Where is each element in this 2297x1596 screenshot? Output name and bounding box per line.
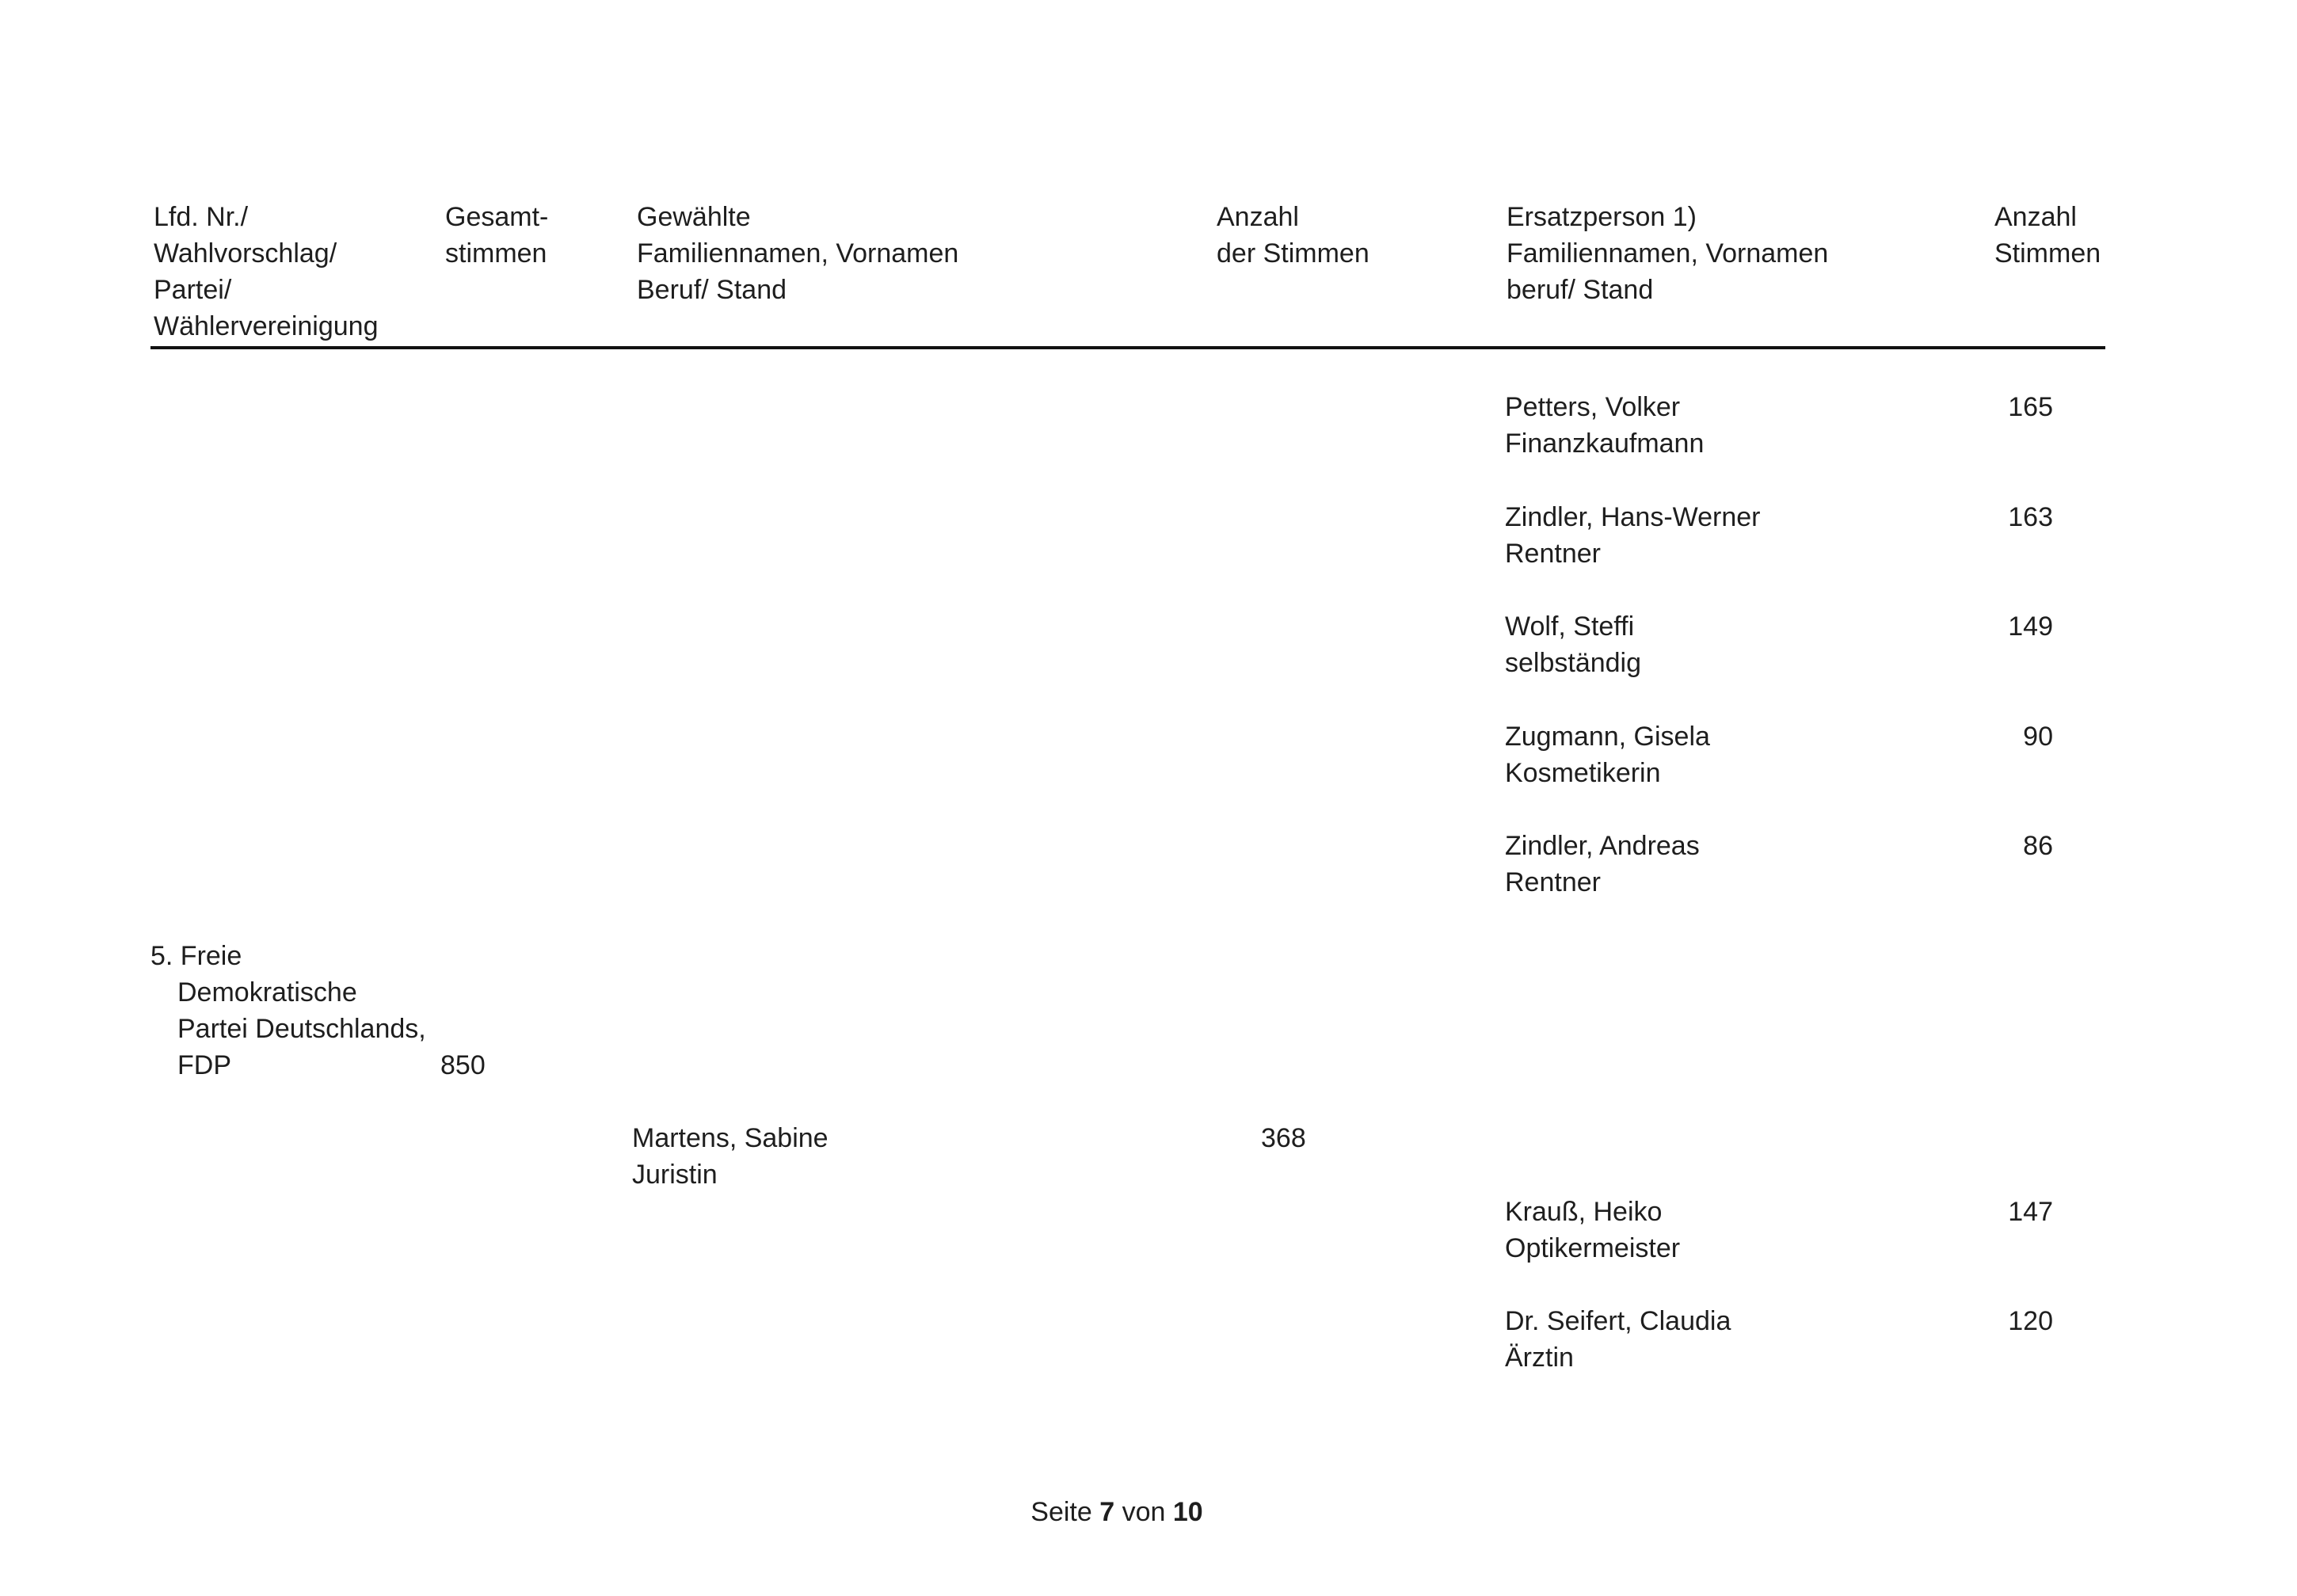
- header-col3-line1: Gewählte: [637, 202, 751, 232]
- substitute-name: Wolf, Steffi: [1505, 611, 1635, 642]
- substitute-votes: 163: [2008, 502, 2053, 532]
- party-line2: Demokratische: [177, 977, 357, 1007]
- elected-name: Martens, Sabine: [632, 1123, 829, 1153]
- party-line4: FDP: [177, 1050, 231, 1080]
- substitute-name: Zindler, Hans-Werner: [1505, 502, 1761, 532]
- header-col5-line2: Familiennamen, Vornamen: [1507, 238, 1829, 269]
- substitute-job: selbständig: [1505, 648, 1642, 678]
- header-col3-line3: Beruf/ Stand: [637, 275, 787, 305]
- header-col4-line1: Anzahl: [1217, 202, 1299, 232]
- header-col1-line1: Lfd. Nr./: [154, 202, 249, 232]
- party-line3: Partei Deutschlands,: [177, 1014, 426, 1044]
- substitute-name: Krauß, Heiko: [1505, 1197, 1663, 1227]
- header-col6-line1: Anzahl: [1994, 202, 2077, 232]
- footer-page-number: 7: [1099, 1497, 1115, 1527]
- page-footer: [0, 1494, 2234, 1530]
- substitute-job: Rentner: [1505, 539, 1601, 569]
- header-col4-line2: der Stimmen: [1217, 238, 1369, 269]
- elected-job: Juristin: [632, 1160, 718, 1190]
- substitute-votes: 149: [2008, 611, 2053, 642]
- substitute-votes: 165: [2008, 392, 2053, 422]
- header-col5-line3: beruf/ Stand: [1507, 275, 1654, 305]
- substitute-job: Kosmetikerin: [1505, 758, 1661, 788]
- header-col2-line2: stimmen: [445, 238, 547, 269]
- header-col1-line2: Wahlvorschlag/: [154, 238, 337, 269]
- party-line1: 5. Freie: [150, 941, 242, 971]
- substitute-job: Optikermeister: [1505, 1233, 1681, 1263]
- footer-middle: von: [1122, 1497, 1166, 1527]
- substitute-job: Rentner: [1505, 867, 1601, 897]
- header-divider: [150, 346, 2105, 349]
- substitute-votes: 120: [2008, 1306, 2053, 1336]
- footer-prefix: Seite: [1030, 1497, 1092, 1527]
- header-col5-line1: Ersatzperson 1): [1507, 202, 1697, 232]
- substitute-votes: 90: [2023, 722, 2053, 752]
- substitute-job: Finanzkaufmann: [1505, 429, 1705, 459]
- substitute-votes: 147: [2008, 1197, 2053, 1227]
- header-col1-line3: Partei/: [154, 275, 232, 305]
- substitute-name: Petters, Volker: [1505, 392, 1681, 422]
- header-col6-line2: Stimmen: [1994, 238, 2101, 269]
- header-col2-line1: Gesamt-: [445, 202, 549, 232]
- substitute-name: Dr. Seifert, Claudia: [1505, 1306, 1731, 1336]
- substitute-votes: 86: [2023, 831, 2053, 861]
- substitute-name: Zugmann, Gisela: [1505, 722, 1710, 752]
- party-total-votes: 850: [440, 1050, 486, 1080]
- elected-votes: 368: [1261, 1123, 1306, 1153]
- header-col1-line4: Wählervereinigung: [154, 311, 379, 341]
- header-col3-line2: Familiennamen, Vornamen: [637, 238, 959, 269]
- footer-total-pages: 10: [1172, 1497, 1203, 1527]
- substitute-job: Ärztin: [1505, 1343, 1574, 1373]
- substitute-name: Zindler, Andreas: [1505, 831, 1700, 861]
